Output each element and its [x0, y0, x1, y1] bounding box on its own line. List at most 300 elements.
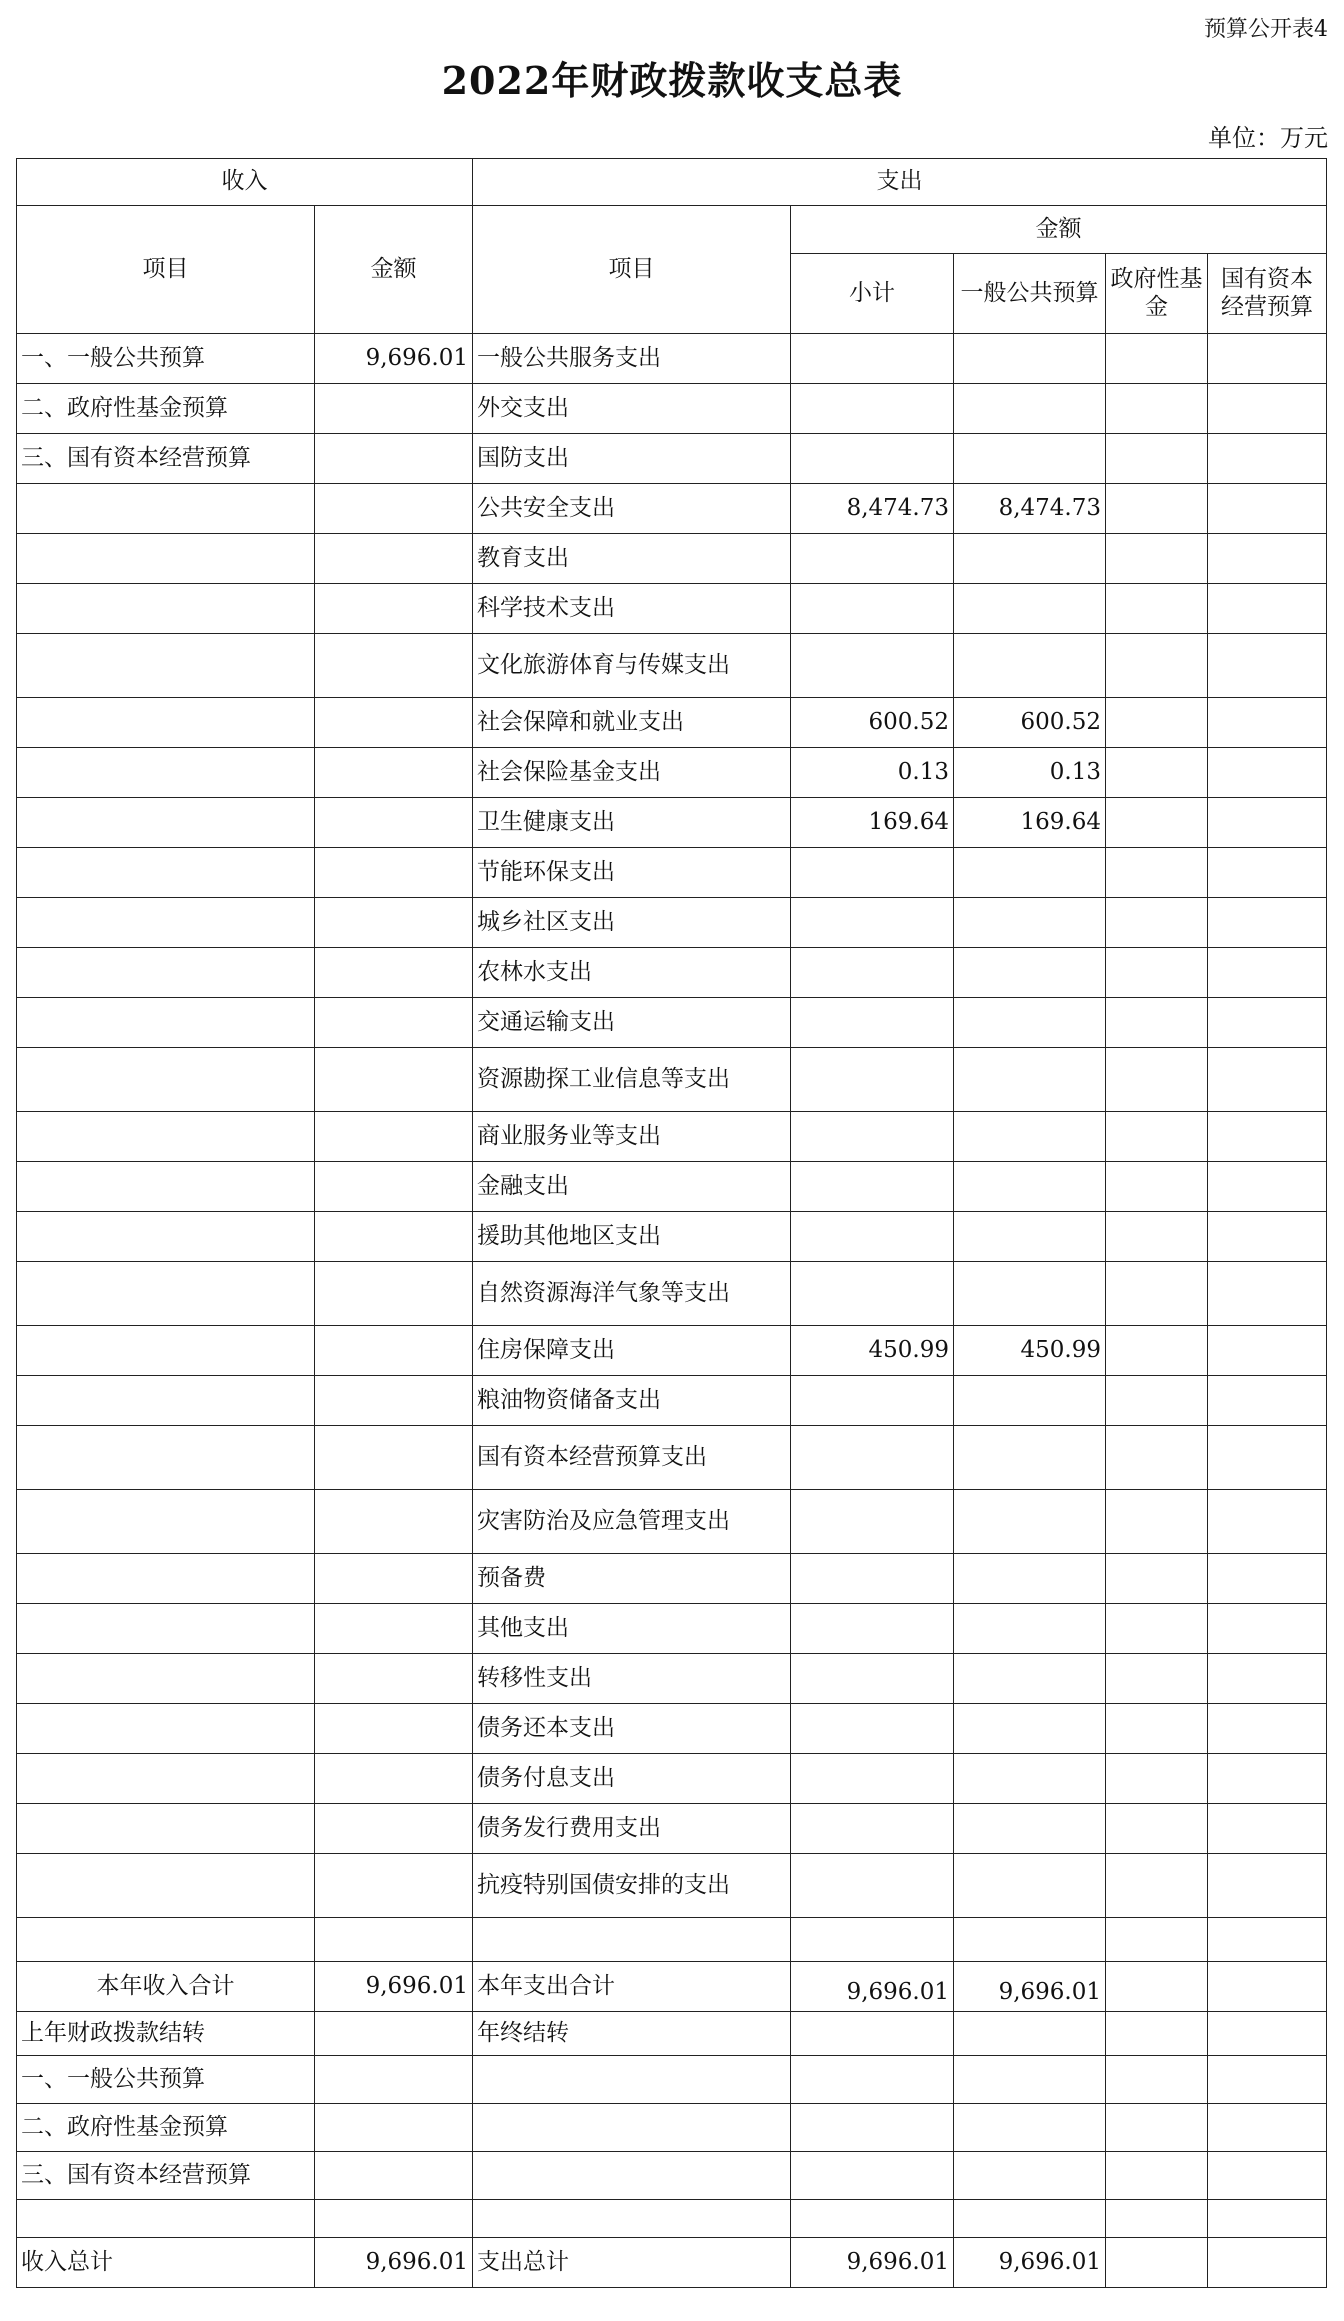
income-item-cell: [17, 484, 315, 534]
subtotal-cell: [791, 1704, 954, 1754]
income-amount-cell: [315, 1754, 473, 1804]
income-amount-cell: [315, 798, 473, 848]
expense-item-cell: 文化旅游体育与传媒支出: [473, 634, 791, 698]
income-amount-cell: [315, 1490, 473, 1554]
table-row: [17, 1604, 1327, 1654]
state-capital-cell: [1208, 534, 1327, 584]
carry-state-capital: [1208, 2104, 1327, 2152]
table-row: [17, 1804, 1327, 1854]
grand-subtotal-amount: 9,696.01: [791, 2238, 954, 2288]
income-amount-cell: [315, 1918, 473, 1962]
income-amount-cell: [315, 1704, 473, 1754]
table-row: [17, 848, 1327, 898]
general-budget-cell: [954, 1162, 1106, 1212]
year-state-capital-amount: [1208, 1962, 1327, 2012]
subtotal-cell: [791, 1554, 954, 1604]
state-capital-cell: [1208, 1426, 1327, 1490]
subtotal-cell: [791, 1112, 954, 1162]
income-amount-cell: [315, 1604, 473, 1654]
income-item-cell: [17, 798, 315, 848]
table-row: [17, 584, 1327, 634]
expense-item-cell: 国有资本经营预算支出: [473, 1426, 791, 1490]
table-row: [17, 1162, 1327, 1212]
income-amount-cell: [315, 584, 473, 634]
state-capital-cell: [1208, 1376, 1327, 1426]
gov-fund-cell: [1106, 484, 1208, 534]
general-budget-cell: [954, 1490, 1106, 1554]
gov-fund-cell: [1106, 1604, 1208, 1654]
income-item-cell: [17, 634, 315, 698]
expense-item-cell: 城乡社区支出: [473, 898, 791, 948]
state-capital-cell: [1208, 748, 1327, 798]
subtotal-cell: [791, 434, 954, 484]
income-item-cell: [17, 1754, 315, 1804]
state-capital-cell: [1208, 1554, 1327, 1604]
income-item-cell: [17, 748, 315, 798]
carry-income-item: 二、政府性基金预算: [17, 2104, 315, 2152]
state-capital-header: 国有资本经营预算: [1208, 254, 1327, 334]
expense-item-cell: 社会保障和就业支出: [473, 698, 791, 748]
general-budget-cell: [954, 848, 1106, 898]
gov-fund-cell: [1106, 1554, 1208, 1604]
income-amount-cell: [315, 1326, 473, 1376]
expense-item-cell: 转移性支出: [473, 1654, 791, 1704]
carry-state-capital: [1208, 2200, 1327, 2238]
state-capital-cell: [1208, 1262, 1327, 1326]
subtotal-cell: [791, 1804, 954, 1854]
subtotal-cell: [791, 1212, 954, 1262]
carry-income-amount: [315, 2200, 473, 2238]
table-row: [17, 1654, 1327, 1704]
general-budget-cell: 0.13: [954, 748, 1106, 798]
carry-gov-fund: [1106, 2104, 1208, 2152]
income-item-cell: [17, 1112, 315, 1162]
income-item-cell: [17, 1654, 315, 1704]
table-row: [17, 898, 1327, 948]
state-capital-cell: [1208, 334, 1327, 384]
table-row: [17, 1048, 1327, 1112]
income-item-header: 项目: [17, 206, 315, 334]
state-capital-cell: [1208, 948, 1327, 998]
gov-fund-cell: [1106, 1212, 1208, 1262]
income-item-cell: [17, 1326, 315, 1376]
general-budget-cell: [954, 1854, 1106, 1918]
subtotal-cell: 0.13: [791, 748, 954, 798]
general-budget-cell: [954, 1804, 1106, 1854]
income-item-cell: [17, 1490, 315, 1554]
income-item-cell: [17, 584, 315, 634]
state-capital-cell: [1208, 1212, 1327, 1262]
general-budget-cell: [954, 1212, 1106, 1262]
expense-item-cell: 金融支出: [473, 1162, 791, 1212]
general-budget-cell: [954, 634, 1106, 698]
table-row: [17, 1554, 1327, 1604]
table-row: [17, 434, 1327, 484]
expense-item-cell: [473, 1918, 791, 1962]
subtotal-cell: [791, 1262, 954, 1326]
income-amount-cell: [315, 634, 473, 698]
unit-label: 单位：万元: [1208, 124, 1328, 152]
gov-fund-cell: [1106, 1426, 1208, 1490]
table-row: [17, 1326, 1327, 1376]
grand-total-row: [17, 2238, 1327, 2288]
general-budget-cell: [954, 1262, 1106, 1326]
general-budget-cell: [954, 1376, 1106, 1426]
general-budget-cell: [954, 1604, 1106, 1654]
income-amount-cell: [315, 1376, 473, 1426]
income-amount-cell: [315, 1804, 473, 1854]
gov-fund-cell: [1106, 1704, 1208, 1754]
income-item-cell: [17, 1262, 315, 1326]
gov-fund-cell: [1106, 534, 1208, 584]
state-capital-cell: [1208, 384, 1327, 434]
general-budget-header: 一般公共预算: [954, 254, 1106, 334]
state-capital-cell: [1208, 998, 1327, 1048]
income-amount-cell: [315, 1048, 473, 1112]
income-item-cell: [17, 534, 315, 584]
state-capital-cell: [1208, 1704, 1327, 1754]
expense-item-cell: 教育支出: [473, 534, 791, 584]
grand-state-capital-amount: [1208, 2238, 1327, 2288]
gov-fund-cell: [1106, 998, 1208, 1048]
year-subtotal-amount: 9,696.01: [791, 1962, 954, 2012]
carry-expense-item: [473, 2200, 791, 2238]
income-amount-cell: [315, 1854, 473, 1918]
gov-fund-cell: [1106, 1490, 1208, 1554]
table-row: [17, 484, 1327, 534]
table-row: [17, 1426, 1327, 1490]
gov-fund-cell: [1106, 748, 1208, 798]
state-capital-cell: [1208, 1604, 1327, 1654]
year-gov-fund-amount: [1106, 1962, 1208, 2012]
table-row: [17, 334, 1327, 384]
income-amount-cell: [315, 384, 473, 434]
gov-fund-cell: [1106, 584, 1208, 634]
income-amount-cell: [315, 1162, 473, 1212]
income-item-cell: 三、国有资本经营预算: [17, 434, 315, 484]
state-capital-cell: [1208, 1490, 1327, 1554]
grand-income-total-label: 收入总计: [17, 2238, 315, 2288]
carry-row: [17, 2012, 1327, 2056]
carry-income-item: 上年财政拨款结转: [17, 2012, 315, 2056]
expense-item-cell: 住房保障支出: [473, 1326, 791, 1376]
carry-gov-fund: [1106, 2200, 1208, 2238]
gov-fund-cell: [1106, 1326, 1208, 1376]
carry-subtotal: [791, 2200, 954, 2238]
subtotal-cell: [791, 1604, 954, 1654]
state-capital-cell: [1208, 698, 1327, 748]
gov-fund-cell: [1106, 1804, 1208, 1854]
income-amount-cell: [315, 484, 473, 534]
income-header: 收入: [17, 159, 473, 206]
expense-item-cell: 公共安全支出: [473, 484, 791, 534]
table-row: [17, 1262, 1327, 1326]
state-capital-cell: [1208, 634, 1327, 698]
gov-fund-cell: [1106, 634, 1208, 698]
general-budget-cell: 8,474.73: [954, 484, 1106, 534]
table-row: [17, 1854, 1327, 1918]
general-budget-cell: [954, 1754, 1106, 1804]
income-amount-cell: [315, 534, 473, 584]
expense-item-cell: 粮油物资储备支出: [473, 1376, 791, 1426]
carry-income-amount: [315, 2152, 473, 2200]
subtotal-cell: [791, 1426, 954, 1490]
income-amount-cell: [315, 1554, 473, 1604]
income-item-cell: [17, 1212, 315, 1262]
subtotal-cell: [791, 1854, 954, 1918]
page-title: 2022年财政拨款收支总表: [441, 58, 903, 103]
gov-fund-cell: [1106, 798, 1208, 848]
carry-income-amount: [315, 2056, 473, 2104]
expense-item-cell: 交通运输支出: [473, 998, 791, 1048]
carry-row: [17, 2104, 1327, 2152]
gov-fund-cell: [1106, 1162, 1208, 1212]
income-item-cell: [17, 698, 315, 748]
state-capital-cell: [1208, 484, 1327, 534]
carry-expense-item: [473, 2104, 791, 2152]
income-item-cell: [17, 1918, 315, 1962]
table-row: [17, 1376, 1327, 1426]
income-item-cell: 一、一般公共预算: [17, 334, 315, 384]
table-number-label: 预算公开表4: [1204, 17, 1328, 42]
expense-amount-header: 金额: [791, 206, 1327, 254]
subtotal-cell: [791, 1162, 954, 1212]
expense-item-header: 项目: [473, 206, 791, 334]
income-item-cell: [17, 898, 315, 948]
carry-gov-fund: [1106, 2056, 1208, 2104]
expense-item-cell: 债务发行费用支出: [473, 1804, 791, 1854]
income-amount-cell: [315, 998, 473, 1048]
carry-expense-item: [473, 2152, 791, 2200]
expense-item-cell: 科学技术支出: [473, 584, 791, 634]
general-budget-cell: [954, 384, 1106, 434]
expense-item-cell: 节能环保支出: [473, 848, 791, 898]
state-capital-cell: [1208, 1162, 1327, 1212]
gov-fund-cell: [1106, 1376, 1208, 1426]
gov-fund-cell: [1106, 384, 1208, 434]
header-row-2: [17, 206, 1327, 254]
expense-item-cell: 抗疫特别国债安排的支出: [473, 1854, 791, 1918]
income-item-cell: 二、政府性基金预算: [17, 384, 315, 434]
gov-fund-cell: [1106, 1854, 1208, 1918]
general-budget-cell: [954, 584, 1106, 634]
general-budget-cell: [954, 534, 1106, 584]
subtotal-cell: [791, 584, 954, 634]
income-item-cell: [17, 1426, 315, 1490]
income-item-cell: [17, 1604, 315, 1654]
table-row: [17, 1212, 1327, 1262]
subtotal-cell: [791, 334, 954, 384]
expense-header: 支出: [473, 159, 1327, 206]
subtotal-cell: [791, 1918, 954, 1962]
general-budget-cell: 450.99: [954, 1326, 1106, 1376]
income-amount-cell: [315, 1654, 473, 1704]
general-budget-cell: [954, 1426, 1106, 1490]
table-row: [17, 948, 1327, 998]
expense-item-cell: 自然资源海洋气象等支出: [473, 1262, 791, 1326]
subtotal-cell: [791, 848, 954, 898]
year-total-row: [17, 1962, 1327, 2012]
income-item-cell: [17, 998, 315, 1048]
subtotal-cell: [791, 384, 954, 434]
state-capital-cell: [1208, 848, 1327, 898]
income-amount-cell: [315, 848, 473, 898]
gov-fund-cell: [1106, 1048, 1208, 1112]
income-amount-cell: [315, 698, 473, 748]
table-row: [17, 698, 1327, 748]
subtotal-cell: 169.64: [791, 798, 954, 848]
table-row: [17, 748, 1327, 798]
income-amount-cell: [315, 434, 473, 484]
expense-item-cell: 外交支出: [473, 384, 791, 434]
income-amount-cell: 9,696.01: [315, 334, 473, 384]
state-capital-cell: [1208, 1854, 1327, 1918]
carry-state-capital: [1208, 2012, 1327, 2056]
state-capital-cell: [1208, 1112, 1327, 1162]
gov-fund-cell: [1106, 848, 1208, 898]
state-capital-cell: [1208, 1048, 1327, 1112]
year-general-amount: 9,696.01: [954, 1962, 1106, 2012]
general-budget-cell: [954, 1112, 1106, 1162]
subtotal-cell: [791, 998, 954, 1048]
state-capital-cell: [1208, 1754, 1327, 1804]
subtotal-cell: 600.52: [791, 698, 954, 748]
gov-fund-cell: [1106, 1918, 1208, 1962]
income-item-cell: [17, 1376, 315, 1426]
general-budget-cell: [954, 1918, 1106, 1962]
expense-item-cell: 卫生健康支出: [473, 798, 791, 848]
income-item-cell: [17, 1854, 315, 1918]
grand-income-total-amount: 9,696.01: [315, 2238, 473, 2288]
table-row: [17, 1704, 1327, 1754]
subtotal-cell: [791, 1376, 954, 1426]
gov-fund-cell: [1106, 948, 1208, 998]
gov-fund-cell: [1106, 898, 1208, 948]
income-item-cell: [17, 1554, 315, 1604]
carry-row: [17, 2056, 1327, 2104]
expense-item-cell: 预备费: [473, 1554, 791, 1604]
carry-subtotal: [791, 2104, 954, 2152]
table-row: [17, 384, 1327, 434]
state-capital-cell: [1208, 584, 1327, 634]
grand-gov-fund-amount: [1106, 2238, 1208, 2288]
grand-general-amount: 9,696.01: [954, 2238, 1106, 2288]
income-amount-cell: [315, 948, 473, 998]
expense-item-cell: 债务还本支出: [473, 1704, 791, 1754]
carry-expense-item: [473, 2056, 791, 2104]
expense-item-cell: 一般公共服务支出: [473, 334, 791, 384]
general-budget-cell: 169.64: [954, 798, 1106, 848]
carry-row: [17, 2152, 1327, 2200]
subtotal-cell: [791, 1490, 954, 1554]
carry-state-capital: [1208, 2152, 1327, 2200]
income-amount-header: 金额: [315, 206, 473, 334]
carry-state-capital: [1208, 2056, 1327, 2104]
year-expense-total-label: 本年支出合计: [473, 1962, 791, 2012]
carry-row: [17, 2200, 1327, 2238]
gov-fund-cell: [1106, 1754, 1208, 1804]
carry-subtotal: [791, 2012, 954, 2056]
income-amount-cell: [315, 748, 473, 798]
table-row: [17, 1490, 1327, 1554]
income-amount-cell: [315, 1426, 473, 1490]
general-budget-cell: 600.52: [954, 698, 1106, 748]
general-budget-cell: [954, 948, 1106, 998]
expense-item-cell: 债务付息支出: [473, 1754, 791, 1804]
general-budget-cell: [954, 434, 1106, 484]
income-amount-cell: [315, 898, 473, 948]
expense-item-cell: 社会保险基金支出: [473, 748, 791, 798]
carry-expense-item: 年终结转: [473, 2012, 791, 2056]
carry-general: [954, 2152, 1106, 2200]
income-item-cell: [17, 1162, 315, 1212]
gov-fund-cell: [1106, 334, 1208, 384]
income-amount-cell: [315, 1262, 473, 1326]
carry-general: [954, 2056, 1106, 2104]
carry-subtotal: [791, 2152, 954, 2200]
general-budget-cell: [954, 1554, 1106, 1604]
state-capital-cell: [1208, 1918, 1327, 1962]
expense-item-cell: 援助其他地区支出: [473, 1212, 791, 1262]
state-capital-cell: [1208, 1804, 1327, 1854]
gov-fund-header: 政府性基金: [1106, 254, 1208, 334]
general-budget-cell: [954, 1048, 1106, 1112]
carry-income-amount: [315, 2012, 473, 2056]
gov-fund-cell: [1106, 434, 1208, 484]
subtotal-header: 小计: [791, 254, 954, 334]
general-budget-cell: [954, 898, 1106, 948]
state-capital-cell: [1208, 434, 1327, 484]
carry-income-item: 三、国有资本经营预算: [17, 2152, 315, 2200]
state-capital-cell: [1208, 1654, 1327, 1704]
carry-gov-fund: [1106, 2012, 1208, 2056]
subtotal-cell: [791, 534, 954, 584]
general-budget-cell: [954, 1654, 1106, 1704]
expense-item-cell: 商业服务业等支出: [473, 1112, 791, 1162]
state-capital-cell: [1208, 798, 1327, 848]
general-budget-cell: [954, 1704, 1106, 1754]
year-income-total-label: 本年收入合计: [17, 1962, 315, 2012]
year-income-total-amount: 9,696.01: [315, 1962, 473, 2012]
income-item-cell: [17, 948, 315, 998]
gov-fund-cell: [1106, 1112, 1208, 1162]
expense-item-cell: 国防支出: [473, 434, 791, 484]
income-item-cell: [17, 848, 315, 898]
table-row: [17, 634, 1327, 698]
carry-income-item: 一、一般公共预算: [17, 2056, 315, 2104]
subtotal-cell: 8,474.73: [791, 484, 954, 534]
income-item-cell: [17, 1804, 315, 1854]
subtotal-cell: [791, 898, 954, 948]
income-item-cell: [17, 1704, 315, 1754]
subtotal-cell: [791, 634, 954, 698]
subtotal-cell: [791, 1754, 954, 1804]
table-row: [17, 798, 1327, 848]
subtotal-cell: 450.99: [791, 1326, 954, 1376]
carry-general: [954, 2104, 1106, 2152]
carry-general: [954, 2200, 1106, 2238]
income-amount-cell: [315, 1212, 473, 1262]
expense-item-cell: 农林水支出: [473, 948, 791, 998]
table-row: [17, 998, 1327, 1048]
table-row: [17, 1918, 1327, 1962]
carry-income-item: [17, 2200, 315, 2238]
table-row: [17, 1754, 1327, 1804]
gov-fund-cell: [1106, 1262, 1208, 1326]
income-item-cell: [17, 1048, 315, 1112]
gov-fund-cell: [1106, 698, 1208, 748]
subtotal-cell: [791, 948, 954, 998]
